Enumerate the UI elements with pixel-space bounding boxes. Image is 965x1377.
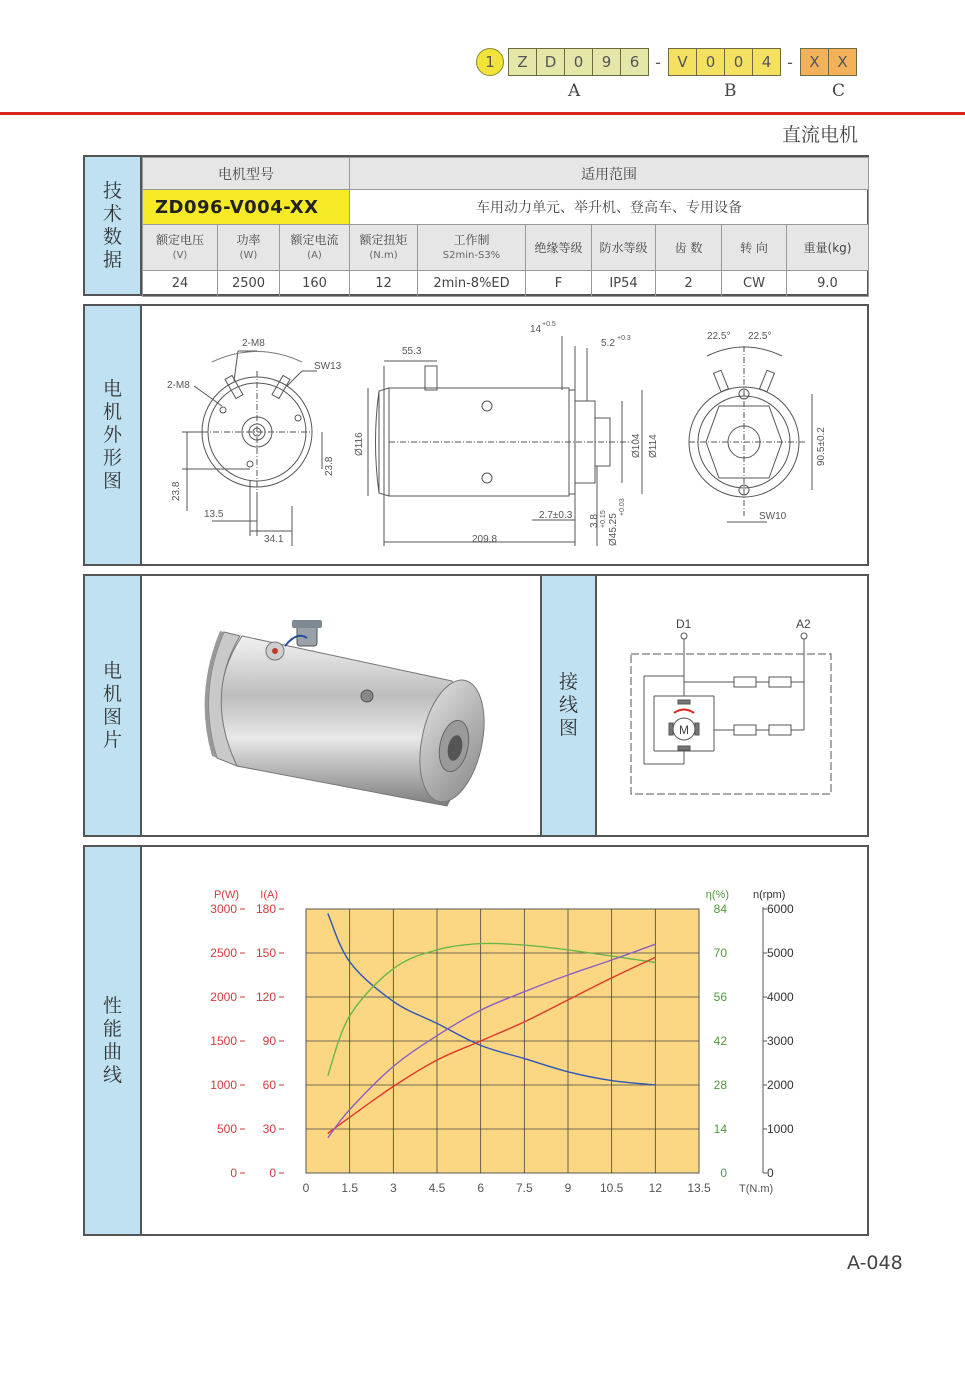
code-char: 4 — [752, 48, 781, 76]
code-char: 9 — [592, 48, 621, 76]
model-code — [476, 47, 856, 77]
dim-3-8-tol: +0.15 — [600, 510, 607, 528]
code-char: V — [668, 48, 697, 76]
param-value: CW — [722, 271, 787, 297]
param-header: 功率 (W) — [218, 225, 280, 271]
y-tick-label: 2000 — [210, 990, 237, 1004]
x-tick-label: 0 — [302, 1181, 310, 1195]
y-tick-label: 14 — [713, 1122, 727, 1136]
dim-23-8-left: 23.8 — [171, 481, 182, 501]
y-tick-label: 150 — [255, 946, 276, 960]
page-category: 直流电机 — [782, 124, 859, 146]
code-dash: - — [787, 52, 793, 72]
param-value: 160 — [280, 271, 350, 297]
section-label-spec-text: 技术数据 — [102, 179, 122, 271]
y-tick-label: 1000 — [210, 1078, 237, 1092]
param-header: 防水等级 — [592, 225, 656, 271]
outline-panel — [83, 304, 869, 566]
code-char: Z — [508, 48, 537, 76]
y-tick-label: 0 — [269, 1166, 276, 1180]
x-tick-label: 10.5 — [599, 1181, 624, 1195]
angle-22-5-right: 22.5° — [748, 331, 772, 342]
page-number: A-048 — [847, 1252, 903, 1274]
scope-header: 适用范围 — [350, 158, 869, 190]
wiring-diagram — [599, 576, 869, 835]
param-header: 额定电压 (V) — [143, 225, 218, 271]
label-sw13: SW13 — [314, 361, 342, 372]
code-char: 0 — [696, 48, 725, 76]
spec-panel — [83, 155, 869, 296]
photo-panel — [83, 574, 869, 837]
dim-34-1: 34.1 — [264, 534, 284, 545]
code-char: 6 — [620, 48, 649, 76]
param-header: 额定电流 (A) — [280, 225, 350, 271]
axis-title: I(A) — [260, 889, 278, 901]
y-tick-label: 0 — [230, 1166, 237, 1180]
section-label-spec — [85, 157, 142, 294]
y-tick-label: 2500 — [210, 946, 237, 960]
header-divider — [0, 112, 965, 115]
section-label-photo — [85, 576, 142, 835]
motor-symbol: M — [679, 723, 689, 737]
param-value: F — [526, 271, 592, 297]
code-char: X — [800, 48, 829, 76]
terminal-d1: D1 — [676, 617, 692, 631]
y-tick-label: 70 — [713, 946, 727, 960]
dim-209-8: 209.8 — [472, 534, 498, 545]
param-value: 12 — [350, 271, 418, 297]
param-value-row — [143, 271, 869, 297]
label-2m8-top: 2-M8 — [242, 338, 265, 349]
label-2m8-left: 2-M8 — [167, 380, 190, 391]
dim-14-tol: +0.5 — [542, 321, 556, 328]
code-char: 0 — [724, 48, 753, 76]
y-tick-label: 3000 — [767, 1034, 794, 1048]
y-tick-label: 5000 — [767, 946, 794, 960]
x-tick-label: 13.5 — [687, 1181, 711, 1195]
param-header: 重量(kg) — [787, 225, 869, 271]
y-tick-label: 0 — [767, 1166, 774, 1180]
y-tick-label: 4000 — [767, 990, 794, 1004]
y-tick-label: 6000 — [767, 902, 794, 916]
model-header: 电机型号 — [143, 158, 350, 190]
x-tick-label: 9 — [564, 1181, 572, 1195]
dim-14: 14 — [530, 324, 542, 335]
param-value: 2min-8%ED — [418, 271, 526, 297]
outline-drawing — [142, 306, 869, 564]
y-tick-label: 90 — [262, 1034, 276, 1048]
dim-104: Ø104 — [631, 433, 642, 458]
code-char: X — [828, 48, 857, 76]
model-value: ZD096-V004-XX — [143, 190, 350, 225]
y-tick-label: 1000 — [767, 1122, 794, 1136]
dim-45-25-tol: +0.03 — [619, 498, 626, 516]
dim-45-25: Ø45.25 — [608, 513, 619, 546]
dim-116: Ø116 — [354, 432, 365, 456]
section-label-perf-text: 性能曲线 — [102, 994, 122, 1086]
x-axis-label: T(N.m) — [739, 1183, 774, 1195]
code-char: 0 — [564, 48, 593, 76]
front-labels — [167, 338, 342, 545]
section-label-outline-text: 电机外形图 — [102, 377, 122, 492]
dim-13-5: 13.5 — [204, 509, 224, 520]
param-value: 2 — [656, 271, 722, 297]
section-label-wiring-text: 接线图 — [558, 671, 578, 739]
terminal-a2: A2 — [796, 617, 811, 631]
y-tick-label: 180 — [255, 902, 276, 916]
angle-22-5-left: 22.5° — [707, 331, 731, 342]
y-tick-label: 0 — [720, 1166, 727, 1180]
label-sw10: SW10 — [759, 511, 787, 522]
param-value: 9.0 — [787, 271, 869, 297]
dim-2-7: 2.7±0.3 — [539, 510, 573, 521]
y-tick-label: 30 — [262, 1122, 276, 1136]
y-tick-label: 28 — [713, 1078, 727, 1092]
y-tick-label: 56 — [713, 990, 727, 1004]
axis-title: P(W) — [213, 889, 239, 901]
param-value: 2500 — [218, 271, 280, 297]
rear-view — [689, 346, 812, 522]
axis-title: η(%) — [705, 889, 729, 901]
code-label-a: A — [568, 81, 581, 101]
param-header-row — [143, 225, 869, 271]
y-tick-label: 120 — [255, 990, 276, 1004]
performance-chart — [142, 847, 869, 1234]
dim-3-8: 3.8 — [589, 514, 600, 528]
x-tick-label: 12 — [648, 1181, 663, 1195]
front-view — [182, 351, 322, 546]
x-tick-label: 7.5 — [515, 1181, 533, 1195]
dim-114: Ø114 — [648, 434, 659, 458]
dim-90-5: 90.5±0.2 — [816, 427, 827, 466]
x-tick-label: 1.5 — [341, 1181, 359, 1195]
wiring-lines — [631, 633, 831, 794]
code-dash: - — [655, 52, 661, 72]
code-circle: 1 — [476, 48, 504, 76]
spec-table — [142, 157, 869, 297]
dim-5-2: 5.2 — [601, 338, 615, 349]
y-tick-label: 1500 — [210, 1034, 237, 1048]
dim-23-8-right: 23.8 — [324, 456, 335, 476]
y-tick-label: 84 — [713, 902, 727, 916]
side-labels — [354, 321, 659, 546]
axis-title: n(rpm) — [753, 889, 786, 901]
scope-value: 车用动力单元、举升机、登高车、专用设备 — [350, 190, 869, 225]
x-tick-label: 6 — [477, 1181, 485, 1195]
y-tick-label: 60 — [262, 1078, 276, 1092]
param-value: IP54 — [592, 271, 656, 297]
dim-5-2-tol: +0.3 — [617, 335, 631, 342]
param-header: 额定扭矩 (N.m) — [350, 225, 418, 271]
section-label-outline — [85, 306, 142, 564]
param-value: 24 — [143, 271, 218, 297]
code-char: D — [536, 48, 565, 76]
x-tick-label: 4.5 — [428, 1181, 446, 1195]
y-tick-label: 2000 — [767, 1078, 794, 1092]
y-tick-label: 500 — [216, 1122, 237, 1136]
param-header: 绝缘等级 — [526, 225, 592, 271]
param-header: 转 向 — [722, 225, 787, 271]
code-label-c: C — [832, 81, 846, 101]
y-tick-label: 42 — [713, 1034, 727, 1048]
y-tick-label: 3000 — [210, 902, 237, 916]
perf-panel — [83, 845, 869, 1236]
section-label-photo-text: 电机图片 — [102, 659, 122, 751]
motor-photo — [142, 576, 540, 835]
motor-image — [205, 620, 495, 808]
x-tick-label: 3 — [389, 1181, 397, 1195]
dim-55-3: 55.3 — [402, 346, 422, 357]
code-label-b: B — [724, 81, 737, 101]
section-label-wiring — [540, 576, 597, 835]
section-label-perf — [85, 847, 142, 1234]
param-header: 齿 数 — [656, 225, 722, 271]
param-header: 工作制 S2min-S3% — [418, 225, 526, 271]
